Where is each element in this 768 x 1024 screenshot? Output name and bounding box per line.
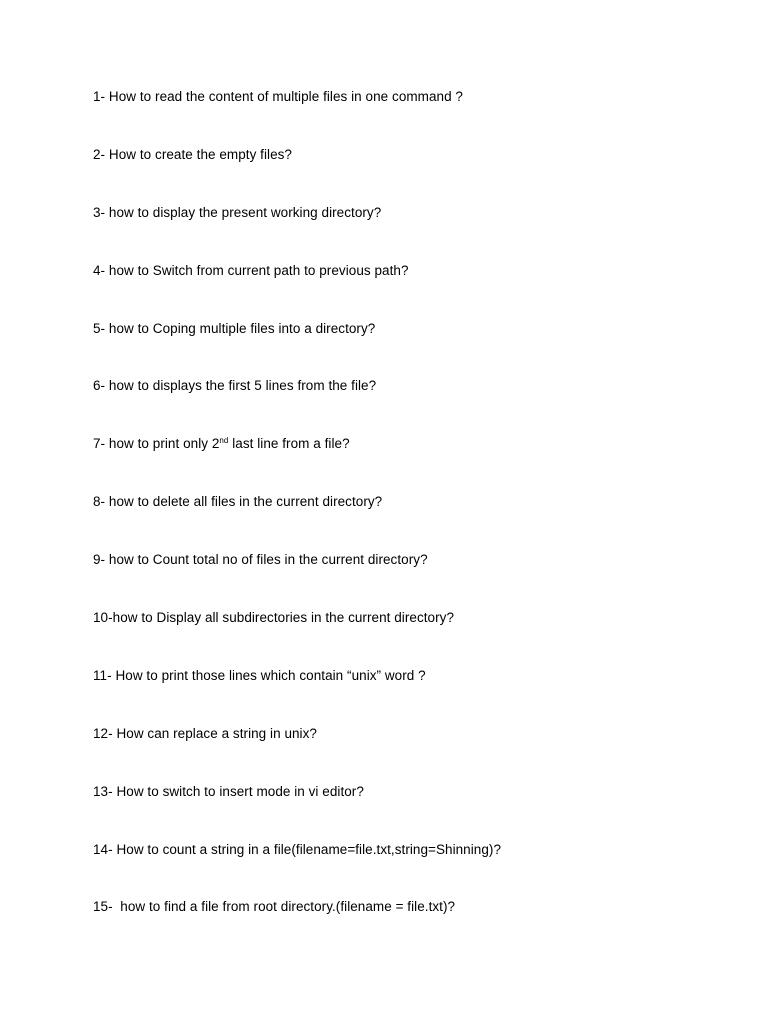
question-item: 9- how to Count total no of files in the current directory?	[93, 552, 428, 568]
question-item	[93, 434, 733, 492]
question-item: 4- how to Switch from current path to previous path?	[93, 262, 409, 278]
question-text-after: last line from a file?	[228, 436, 350, 452]
question-item: 2- How to create the empty files?	[93, 146, 292, 162]
question-item: 3- how to display the present working directory?	[93, 204, 382, 220]
question-item: 14- How to count a string in a file(filename=file.txt,string=Shinning)?	[93, 841, 502, 857]
question-item: 12- How can replace a string in unix?	[93, 725, 317, 741]
question-item: 11- How to print those lines which contain “unix” word ?	[93, 667, 426, 683]
question-item: 15- how to find a file from root directory.(filename = file.txt)?	[93, 899, 456, 915]
question-item: 6- how to displays the first 5 lines from the file?	[93, 378, 377, 394]
question-item: 1- How to read the content of multiple files in one command ?	[93, 89, 463, 104]
question-list	[93, 87, 733, 955]
question-item: 13- How to switch to insert mode in vi editor?	[93, 783, 364, 799]
question-item: 5- how to Coping multiple files into a directory?	[93, 320, 376, 336]
question-item: 10-how to Display all subdirectories in the current directory?	[93, 610, 455, 626]
question-item: 8- how to delete all files in the current directory?	[93, 494, 383, 510]
question-text-before: 7- how to print only 2	[93, 436, 220, 452]
ordinal-superscript: nd	[219, 436, 229, 446]
